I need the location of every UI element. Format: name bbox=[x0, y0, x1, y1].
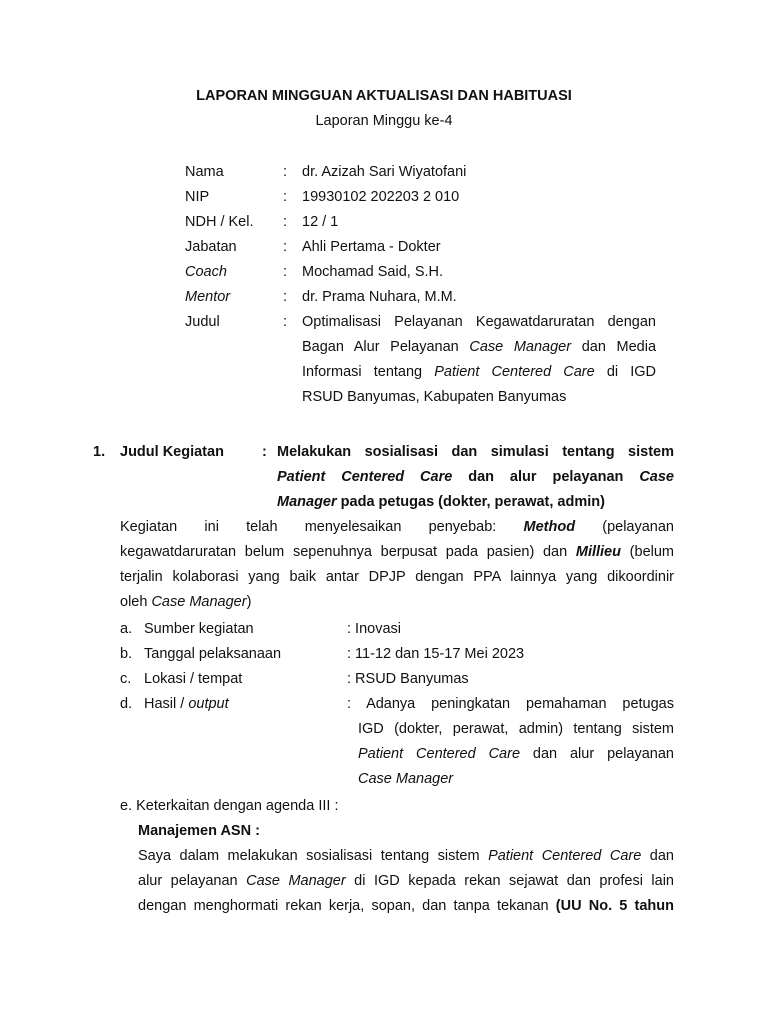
section-1-number: 1. bbox=[93, 444, 106, 460]
mentor-label: Mentor bbox=[185, 289, 231, 305]
penyebab-line-1: Kegiatan ini telah menyelesaikan penyebab: Method (pelayanan bbox=[120, 519, 674, 535]
judul-line-1: Optimalisasi Pelayanan Kegawatdaruratan dengan bbox=[302, 314, 656, 330]
jabatan-value: Ahli Pertama - Dokter bbox=[302, 239, 441, 255]
item-a-letter: a. bbox=[120, 621, 133, 637]
jabatan-colon: : bbox=[283, 239, 288, 255]
judul-line-2: Bagan Alur Pelayanan Case Manager dan Media bbox=[302, 339, 657, 355]
name-label: Nama bbox=[185, 164, 224, 180]
keterkaitan-heading: e. Keterkaitan dengan agenda III : bbox=[120, 798, 339, 814]
item-d-label: Hasil / output bbox=[144, 696, 229, 712]
penyebab-line-3: terjalin kolaborasi yang baik antar DPJP dengan PPA lainnya yang dikoordinir bbox=[120, 569, 674, 585]
mentor-colon: : bbox=[283, 289, 288, 305]
nip-colon: : bbox=[283, 189, 288, 205]
hasil-line-2: IGD (dokter, perawat, admin) tentang sistem bbox=[358, 721, 674, 737]
manajemen-asn-heading: Manajemen ASN : bbox=[138, 823, 260, 839]
coach-value: Mochamad Said, S.H. bbox=[302, 264, 444, 280]
ndh-colon: : bbox=[283, 214, 288, 230]
nip-label: NIP bbox=[185, 189, 210, 205]
report-subtitle: Laporan Minggu ke-4 bbox=[315, 113, 453, 129]
kegiatan-title-line-1: Melakukan sosialisasi dan simulasi tentang sistem bbox=[277, 444, 674, 460]
name-value: dr. Azizah Sari Wiyatofani bbox=[302, 164, 467, 180]
judul-label: Judul bbox=[185, 314, 220, 330]
kegiatan-title-line-2: Patient Centered Care dan alur pelayanan Case bbox=[277, 469, 674, 485]
coach-colon: : bbox=[283, 264, 288, 280]
keterkaitan-line-2: alur pelayanan Case Manager di IGD kepada rekan sejawat dan profesi lain bbox=[138, 873, 674, 889]
item-d-letter: d. bbox=[120, 696, 133, 712]
item-c-label: Lokasi / tempat bbox=[144, 671, 243, 687]
report-title: LAPORAN MINGGUAN AKTUALISASI DAN HABITUASI bbox=[196, 88, 572, 104]
section-1-label: Judul Kegiatan bbox=[120, 444, 224, 460]
judul-line-4: RSUD Banyumas, Kabupaten Banyumas bbox=[302, 389, 567, 405]
penyebab-line-4: oleh Case Manager) bbox=[120, 594, 252, 610]
coach-label: Coach bbox=[185, 264, 227, 280]
keterkaitan-line-3: dengan menghormati rekan kerja, sopan, dan tanpa tekanan (UU No. 5 tahun bbox=[138, 898, 674, 914]
name-colon: : bbox=[283, 164, 288, 180]
judul-line-3: Informasi tentang Patient Centered Care di IGD bbox=[302, 364, 656, 380]
judul-colon: : bbox=[283, 314, 288, 330]
section-1-colon: : bbox=[262, 444, 267, 460]
jabatan-label: Jabatan bbox=[185, 239, 237, 255]
hasil-line-3: Patient Centered Care dan alur pelayanan bbox=[358, 746, 674, 762]
mentor-value: dr. Prama Nuhara, M.M. bbox=[302, 289, 457, 305]
item-b-letter: b. bbox=[120, 646, 133, 662]
keterkaitan-line-1: Saya dalam melakukan sosialisasi tentang sistem Patient Centered Care dan bbox=[138, 848, 674, 864]
item-c-value: : RSUD Banyumas bbox=[347, 671, 469, 687]
nip-value: 19930102 202203 2 010 bbox=[302, 189, 460, 205]
item-b-label: Tanggal pelaksanaan bbox=[144, 646, 282, 662]
ndh-label: NDH / Kel. bbox=[185, 214, 254, 230]
item-b-value: : 11-12 dan 15-17 Mei 2023 bbox=[347, 646, 525, 662]
ndh-value: 12 / 1 bbox=[302, 214, 339, 230]
hasil-line-4: Case Manager bbox=[358, 771, 454, 787]
item-c-letter: c. bbox=[120, 671, 132, 687]
item-a-value: : Inovasi bbox=[347, 621, 401, 637]
item-a-label: Sumber kegiatan bbox=[144, 621, 254, 637]
hasil-line-1: : Adanya peningkatan pemahaman petugas bbox=[347, 696, 674, 712]
penyebab-line-2: kegawatdaruratan belum sepenuhnya berpusat pada pasien) dan Millieu (belum bbox=[120, 544, 674, 560]
kegiatan-title-line-3: Manager pada petugas (dokter, perawat, admin) bbox=[277, 494, 605, 510]
